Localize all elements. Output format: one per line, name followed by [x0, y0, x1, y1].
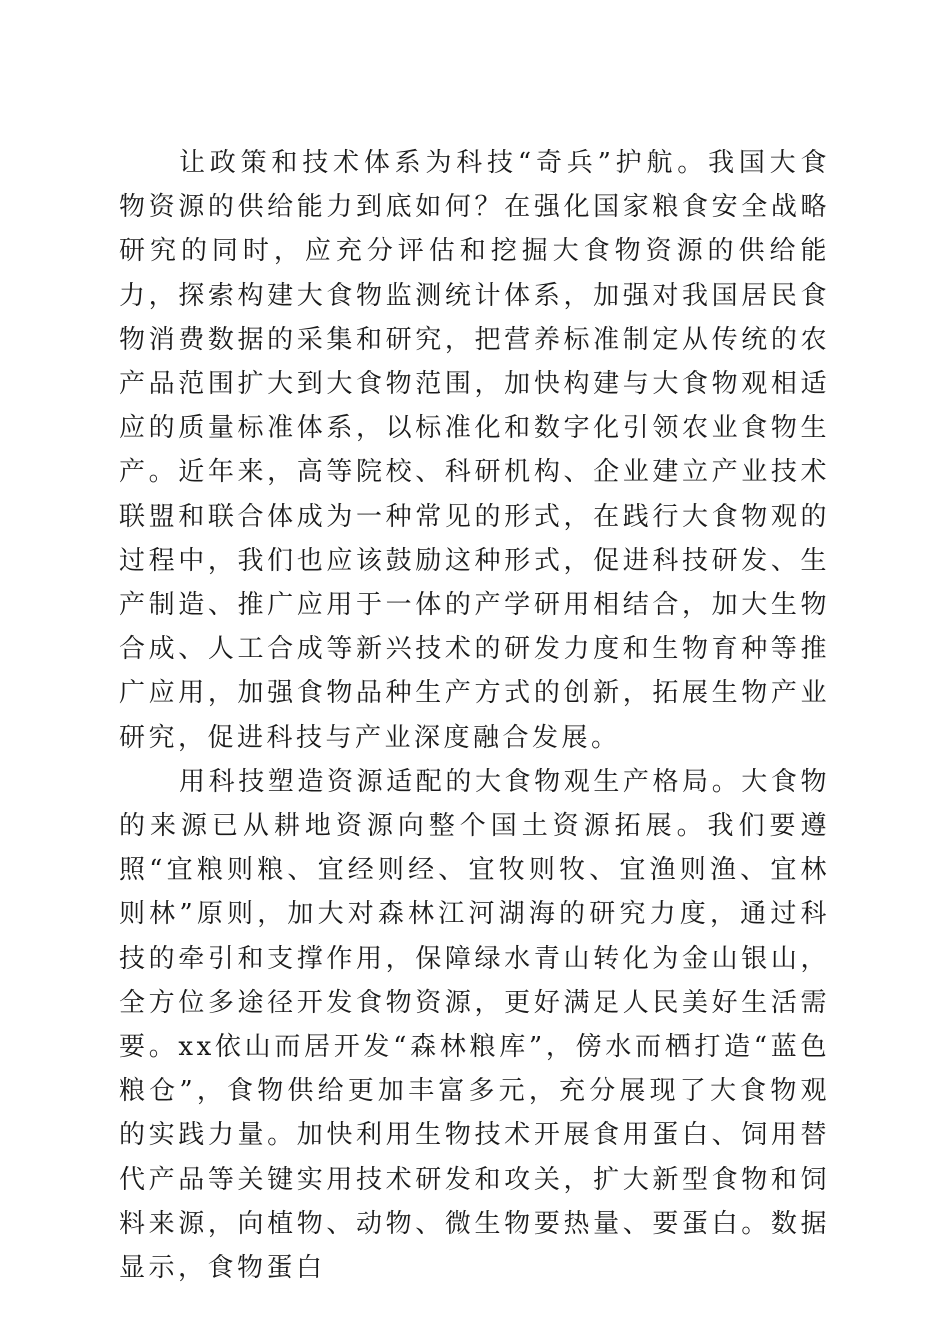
paragraph-production-pattern: 用科技塑造资源适配的大食物观生产格局。大食物的来源已从耕地资源向整个国土资源拓展。我们要遵照“宜粮则粮、宜经则经、宜牧则牧、宜渔则渔、宜林则林”原则，加大对森林江河湖海的研究力度，通过科技的牵引和支撑作用，保障绿水青山转化为金山银山，全方位多途径开发食物资源，更好满足人民美好生活需要。xx依山而居开发“森林粮库”，傍水而栖打造“蓝色粮仓”，食物供给更加丰富多元，充分展现了大食物观的实践力量。加快利用生物技术开展食用蛋白、饲用替代产品等关键实用技术研发和攻关，扩大新型食物和饲料来源，向植物、动物、微生物要热量、要蛋白。数据显示，食物蛋白 [119, 766, 830, 1284]
document-body [119, 141, 830, 1290]
paragraph-tech-policy: 让政策和技术体系为科技“奇兵”护航。我国大食物资源的供给能力到底如何？在强化国家粮食安全战略研究的同时，应充分评估和挖掘大食物资源的供给能力，探索构建大食物监测统计体系，加强对我国居民食物消费数据的采集和研究，把营养标准制定从传统的农产品范围扩大到大食物范围，加快构建与大食物观相适应的质量标准体系，以标准化和数字化引领农业食物生产。近年来，高等院校、科研机构、企业建立产业技术联盟和联合体成为一种常见的形式，在践行大食物观的过程中，我们也应该鼓励这种形式，促进科技研发、生产制造、推广应用于一体的产学研用相结合，加大生物合成、人工合成等新兴技术的研发力度和生物育种等推广应用，加强食物品种生产方式的创新，拓展生物产业研究，促进科技与产业深度融合发展。 [119, 148, 830, 753]
